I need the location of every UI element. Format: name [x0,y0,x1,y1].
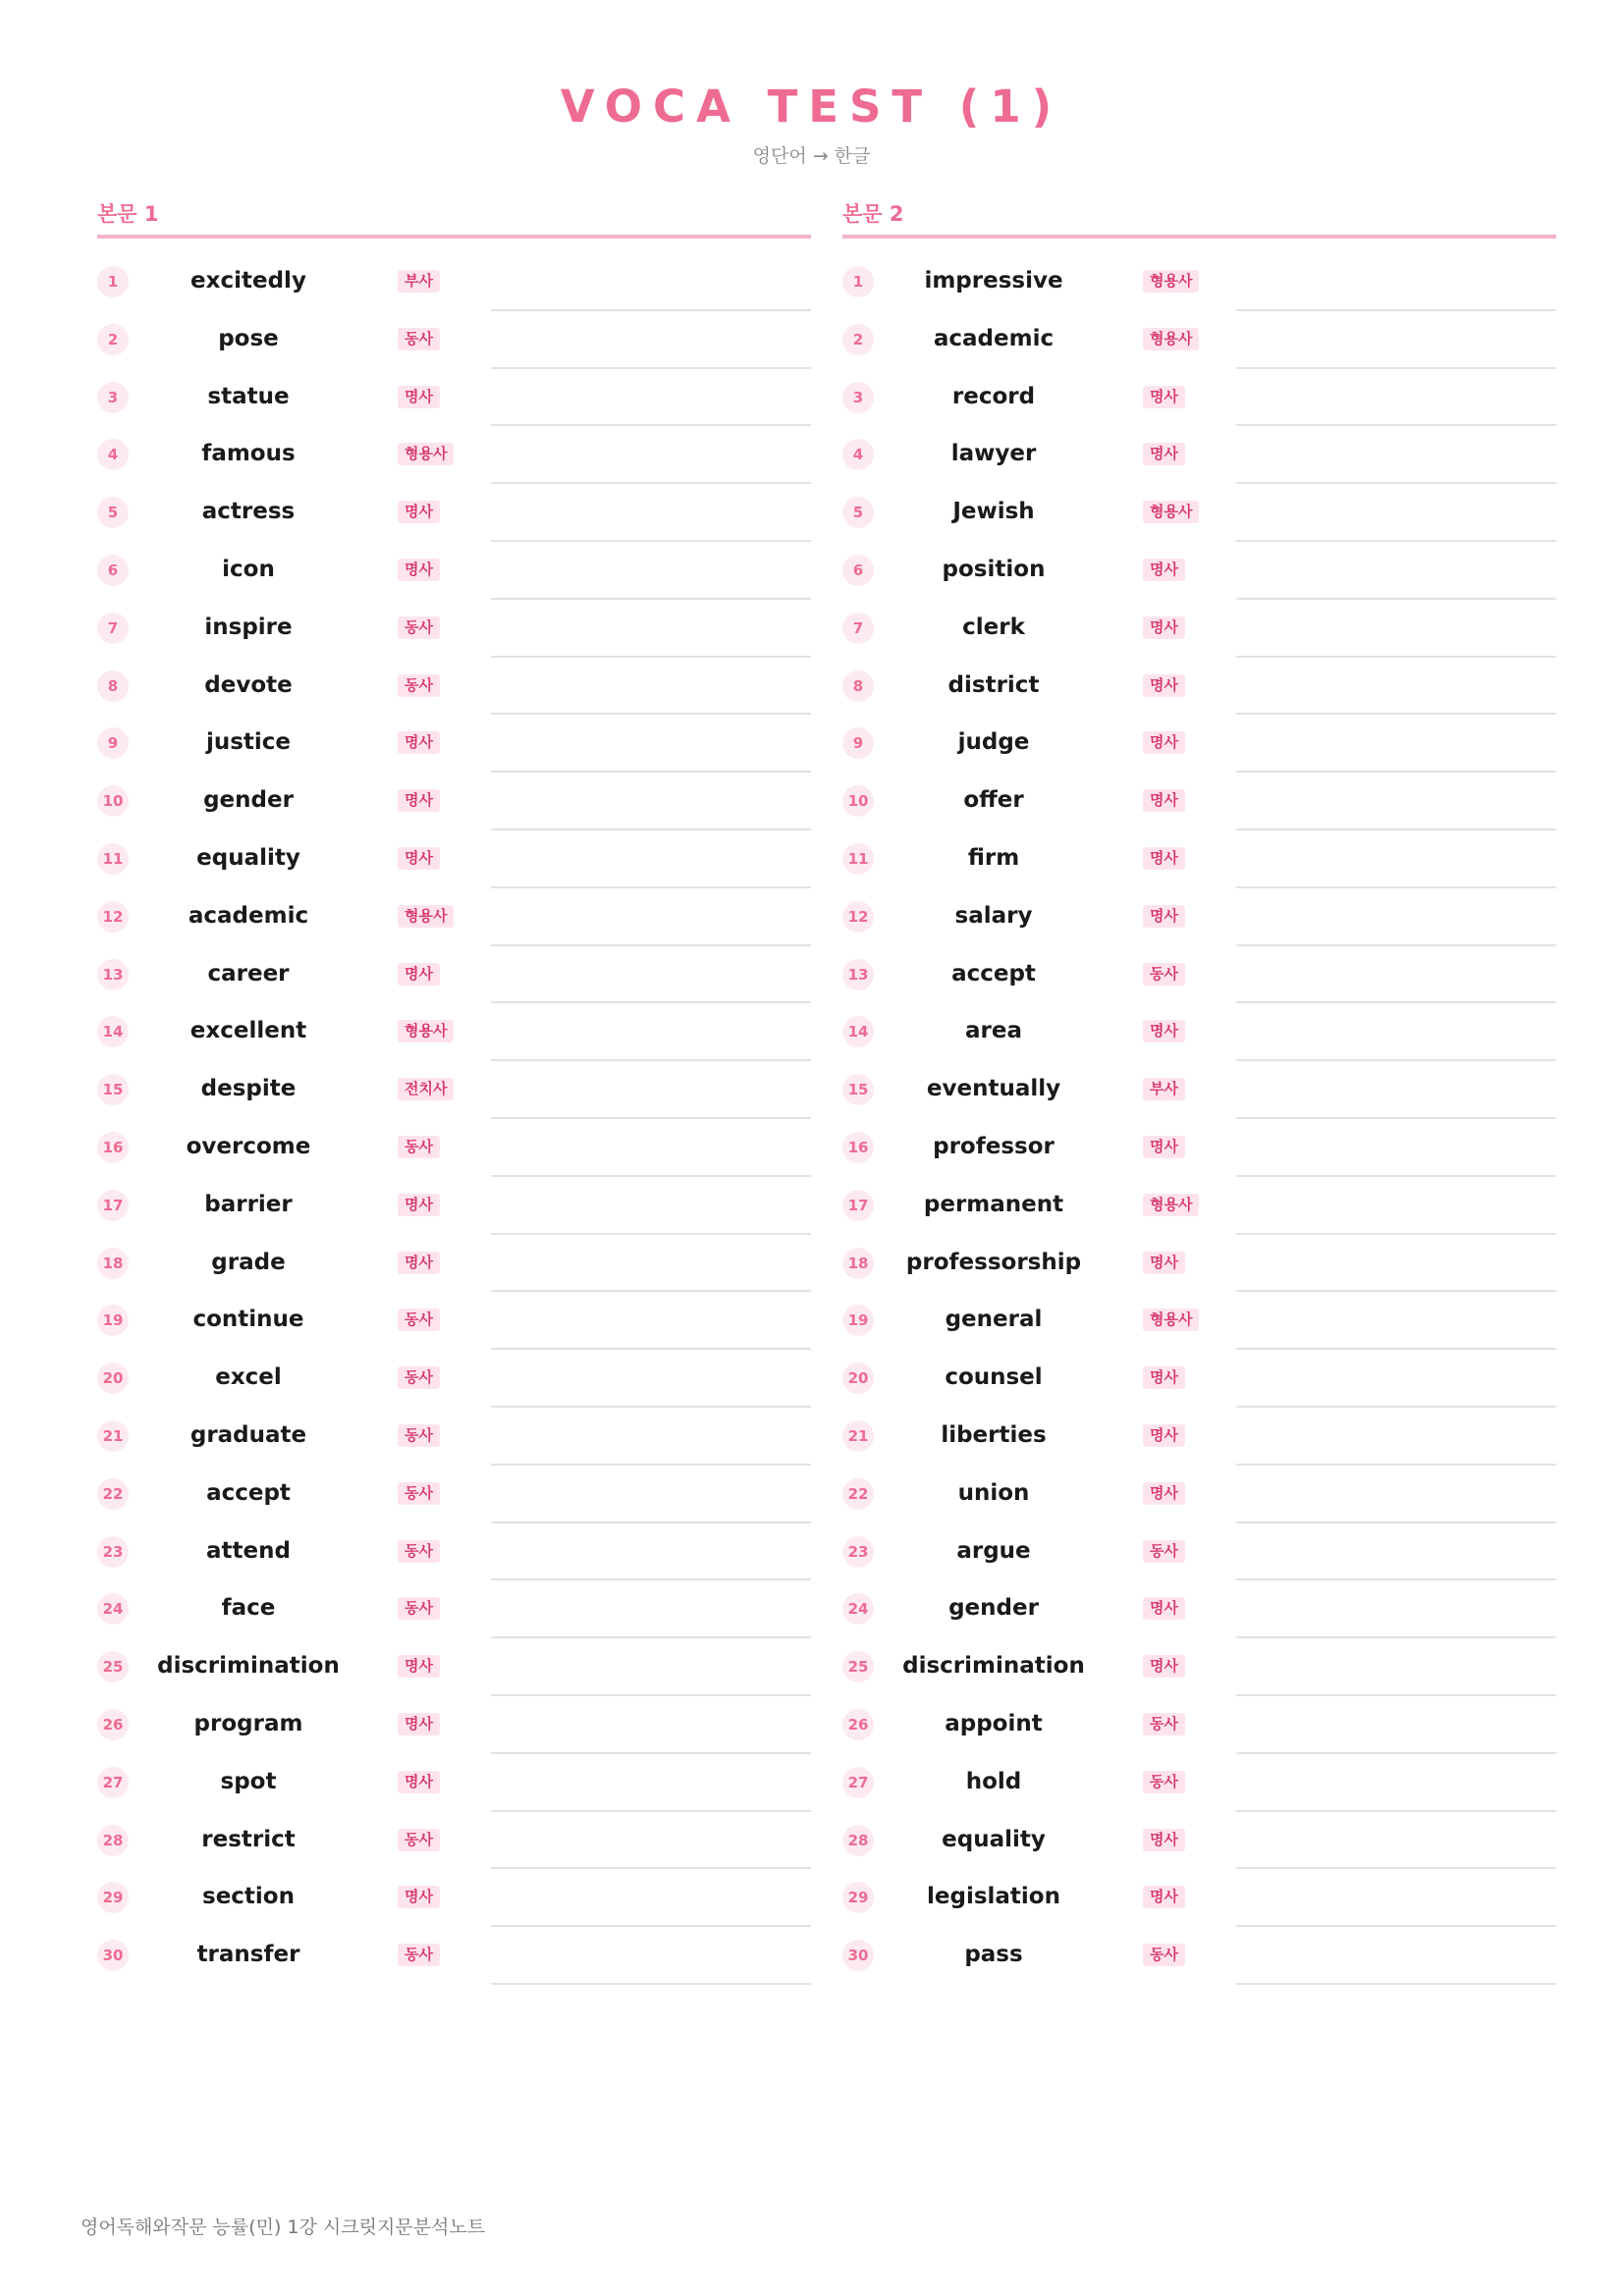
part-of-speech-badge: 명사 [1143,1424,1185,1447]
item-number: 30 [97,1940,129,1971]
english-word: argue [956,1537,1031,1564]
word-row [842,1927,1556,1985]
english-word: devote [204,671,293,698]
item-number: 22 [97,1478,129,1510]
item-number: 1 [97,266,129,297]
part-of-speech-badge: 명사 [398,1655,440,1678]
item-number: 5 [97,497,129,528]
word-row [97,1408,811,1466]
english-word: despite [200,1076,297,1102]
item-number: 21 [842,1420,874,1452]
item-number: 27 [97,1767,129,1798]
part-of-speech-badge: 형용사 [1143,328,1199,350]
section-1 [97,199,811,1985]
item-number: 20 [97,1362,129,1394]
word-row [97,1754,811,1812]
word-row [842,542,1556,600]
part-of-speech-badge: 명사 [1143,905,1185,928]
item-number: 5 [842,497,874,528]
part-of-speech-badge: 형용사 [1143,501,1199,523]
english-word: pose [218,325,279,351]
footer-text: 영어독해와작문 능률(민) 1강 시크릿지문분석노트 [81,2216,486,2238]
word-row [97,253,811,311]
english-word: restrict [201,1826,296,1852]
word-row [97,1466,811,1523]
part-of-speech-badge: 형용사 [398,1020,454,1042]
part-of-speech-badge: 명사 [1143,1886,1185,1908]
part-of-speech-badge: 전치사 [398,1078,454,1100]
item-number: 13 [97,959,129,990]
part-of-speech-badge: 동사 [398,1366,440,1389]
english-word: attend [206,1537,291,1564]
word-row [842,1061,1556,1119]
word-row [842,1003,1556,1061]
english-word: barrier [204,1191,293,1217]
answer-line[interactable] [491,1983,811,1985]
part-of-speech-badge: 명사 [1143,674,1185,697]
part-of-speech-badge: 동사 [1143,1540,1185,1563]
english-word: judge [957,729,1030,756]
item-number: 11 [97,843,129,875]
item-number: 15 [97,1074,129,1105]
word-list [842,253,1556,1985]
word-row [97,542,811,600]
word-row [97,1350,811,1408]
part-of-speech-badge: 동사 [1143,1713,1185,1735]
word-row [842,888,1556,946]
english-word: counsel [945,1364,1043,1391]
part-of-speech-badge: 동사 [398,328,440,350]
item-number: 8 [842,670,874,702]
item-number: 26 [842,1709,874,1740]
word-row [842,253,1556,311]
word-row [97,715,811,773]
item-number: 30 [842,1940,874,1971]
part-of-speech-badge: 명사 [1143,1655,1185,1678]
item-number: 7 [97,613,129,644]
english-word: excellent [189,1018,307,1044]
word-row [842,1869,1556,1927]
word-row [97,1119,811,1177]
english-word: inspire [204,614,293,640]
part-of-speech-badge: 명사 [398,1194,440,1216]
english-word: famous [201,441,296,467]
part-of-speech-badge: 명사 [398,789,440,812]
english-word: hold [965,1768,1022,1794]
word-row [842,1119,1556,1177]
part-of-speech-badge: 동사 [398,1136,440,1158]
part-of-speech-badge: 명사 [398,1771,440,1793]
word-row [842,600,1556,658]
part-of-speech-badge: 동사 [398,1944,440,1966]
english-word: permanent [923,1191,1064,1217]
part-of-speech-badge: 동사 [398,1482,440,1505]
word-row [97,946,811,1004]
part-of-speech-badge: 명사 [1143,616,1185,639]
english-word: face [221,1595,276,1622]
item-number: 28 [842,1825,874,1856]
section-heading: 본문 2 [842,199,1556,239]
word-row [97,484,811,542]
part-of-speech-badge: 동사 [398,1597,440,1620]
word-row [842,1812,1556,1870]
part-of-speech-badge: 동사 [1143,963,1185,986]
word-row [842,1638,1556,1696]
word-row [97,888,811,946]
item-number: 8 [97,670,129,702]
item-number: 26 [97,1709,129,1740]
part-of-speech-badge: 동사 [398,1308,440,1331]
english-word: professorship [905,1249,1082,1275]
english-word: excitedly [190,268,306,294]
item-number: 27 [842,1767,874,1798]
english-word: excel [215,1364,282,1391]
english-word: firm [967,844,1020,871]
word-row [842,830,1556,888]
item-number: 10 [842,785,874,817]
item-number: 9 [97,727,129,759]
english-word: impressive [924,268,1063,294]
part-of-speech-badge: 명사 [398,1713,440,1735]
part-of-speech-badge: 형용사 [1143,1308,1199,1331]
english-word: eventually [926,1076,1061,1102]
part-of-speech-badge: 명사 [1143,847,1185,870]
part-of-speech-badge: 동사 [398,1829,440,1851]
item-number: 24 [842,1593,874,1625]
word-row [97,1638,811,1696]
section-heading: 본문 1 [97,199,811,239]
item-number: 2 [97,324,129,355]
part-of-speech-badge: 명사 [1143,731,1185,754]
word-row [842,1696,1556,1754]
part-of-speech-badge: 명사 [398,731,440,754]
word-row [97,1003,811,1061]
part-of-speech-badge: 명사 [398,501,440,523]
part-of-speech-badge: 명사 [398,963,440,986]
item-number: 29 [97,1882,129,1913]
part-of-speech-badge: 동사 [398,616,440,639]
english-word: union [957,1479,1030,1506]
english-word: gender [948,1595,1039,1622]
item-number: 4 [842,439,874,470]
english-word: legislation [927,1884,1060,1910]
item-number: 7 [842,613,874,644]
english-word: section [202,1884,295,1910]
page-subtitle: 영단어 → 한글 [752,145,871,167]
part-of-speech-badge: 명사 [1143,1366,1185,1389]
section-2 [842,199,1556,1985]
english-word: position [942,556,1046,582]
english-word: gender [203,787,294,814]
english-word: pass [964,1942,1023,1968]
part-of-speech-badge: 형용사 [398,905,454,928]
item-number: 2 [842,324,874,355]
word-row [842,658,1556,716]
item-number: 22 [842,1478,874,1510]
english-word: salary [954,902,1033,929]
word-row [97,1292,811,1350]
part-of-speech-badge: 명사 [1143,789,1185,812]
english-word: liberties [941,1421,1047,1448]
part-of-speech-badge: 명사 [1143,443,1185,465]
english-word: record [951,383,1036,409]
english-word: spot [220,1768,277,1794]
word-row [842,311,1556,369]
word-row [842,1177,1556,1235]
item-number: 11 [842,843,874,875]
item-number: 18 [842,1248,874,1279]
word-row [842,1580,1556,1638]
item-number: 15 [842,1074,874,1105]
word-row [97,1927,811,1985]
part-of-speech-badge: 동사 [398,1424,440,1447]
part-of-speech-badge: 명사 [1143,559,1185,581]
part-of-speech-badge: 형용사 [398,443,454,465]
part-of-speech-badge: 명사 [398,847,440,870]
english-word: clerk [962,614,1025,640]
item-number: 23 [842,1536,874,1568]
item-number: 18 [97,1248,129,1279]
item-number: 13 [842,959,874,990]
item-number: 23 [97,1536,129,1568]
word-row [842,715,1556,773]
word-row [97,658,811,716]
item-number: 21 [97,1420,129,1452]
part-of-speech-badge: 동사 [398,1540,440,1563]
english-word: justice [205,729,292,756]
item-number: 10 [97,785,129,817]
word-row [97,1061,811,1119]
english-word: offer [963,787,1024,814]
part-of-speech-badge: 명사 [1143,386,1185,408]
word-row [97,1580,811,1638]
item-number: 14 [842,1016,874,1047]
item-number: 19 [97,1305,129,1336]
english-word: district [947,671,1040,698]
word-row [842,946,1556,1004]
word-row [97,1869,811,1927]
word-row [97,1696,811,1754]
english-word: statue [207,383,290,409]
word-row [97,1235,811,1293]
part-of-speech-badge: 명사 [1143,1597,1185,1620]
word-row [842,1235,1556,1293]
word-row [842,1523,1556,1581]
page-title: VOCA TEST (1) [560,80,1063,133]
part-of-speech-badge: 부사 [398,270,440,293]
answer-line[interactable] [1236,1983,1556,1985]
item-number: 6 [842,555,874,586]
english-word: professor [933,1133,1055,1159]
part-of-speech-badge: 명사 [1143,1252,1185,1274]
word-row [842,1408,1556,1466]
english-word: overcome [186,1133,311,1159]
english-word: academic [188,902,309,929]
part-of-speech-badge: 명사 [1143,1482,1185,1505]
word-row [842,484,1556,542]
english-word: area [965,1018,1022,1044]
part-of-speech-badge: 형용사 [1143,270,1199,293]
english-word: accept [206,1479,291,1506]
word-row [97,311,811,369]
item-number: 9 [842,727,874,759]
english-word: program [193,1710,303,1736]
part-of-speech-badge: 명사 [1143,1829,1185,1851]
part-of-speech-badge: 명사 [1143,1136,1185,1158]
english-word: graduate [189,1421,307,1448]
part-of-speech-badge: 형용사 [1143,1194,1199,1216]
word-list [97,253,811,1985]
word-row [97,1177,811,1235]
english-word: equality [942,1826,1046,1852]
english-word: icon [222,556,275,582]
word-row [842,773,1556,830]
item-number: 20 [842,1362,874,1394]
item-number: 1 [842,266,874,297]
item-number: 12 [842,901,874,933]
part-of-speech-badge: 명사 [398,559,440,581]
word-row [97,1812,811,1870]
word-row [842,1350,1556,1408]
word-row [97,426,811,484]
item-number: 17 [97,1190,129,1221]
item-number: 29 [842,1882,874,1913]
word-row [97,830,811,888]
english-word: accept [951,960,1036,987]
word-row [97,1523,811,1581]
english-word: discrimination [902,1653,1085,1680]
part-of-speech-badge: 명사 [398,1886,440,1908]
english-word: career [207,960,290,987]
english-word: continue [192,1307,304,1333]
item-number: 14 [97,1016,129,1047]
item-number: 24 [97,1593,129,1625]
part-of-speech-badge: 부사 [1143,1078,1185,1100]
word-row [97,773,811,830]
item-number: 16 [97,1132,129,1163]
item-number: 3 [97,382,129,413]
word-row [842,1754,1556,1812]
english-word: academic [933,325,1055,351]
word-row [97,369,811,427]
item-number: 3 [842,382,874,413]
part-of-speech-badge: 동사 [398,674,440,697]
word-row [842,369,1556,427]
item-number: 16 [842,1132,874,1163]
item-number: 25 [97,1651,129,1682]
part-of-speech-badge: 동사 [1143,1771,1185,1793]
word-row [842,1292,1556,1350]
item-number: 12 [97,901,129,933]
word-row [842,1466,1556,1523]
item-number: 25 [842,1651,874,1682]
part-of-speech-badge: 명사 [1143,1020,1185,1042]
item-number: 4 [97,439,129,470]
part-of-speech-badge: 동사 [1143,1944,1185,1966]
item-number: 19 [842,1305,874,1336]
part-of-speech-badge: 명사 [398,1252,440,1274]
english-word: lawyer [950,441,1037,467]
english-word: actress [201,499,296,525]
item-number: 6 [97,555,129,586]
word-row [842,426,1556,484]
item-number: 28 [97,1825,129,1856]
english-word: general [945,1307,1043,1333]
english-word: Jewish [952,499,1035,525]
item-number: 17 [842,1190,874,1221]
part-of-speech-badge: 명사 [398,386,440,408]
english-word: grade [211,1249,286,1275]
english-word: transfer [196,1942,300,1968]
english-word: discrimination [157,1653,340,1680]
word-row [97,600,811,658]
english-word: appoint [945,1710,1043,1736]
english-word: equality [196,844,300,871]
